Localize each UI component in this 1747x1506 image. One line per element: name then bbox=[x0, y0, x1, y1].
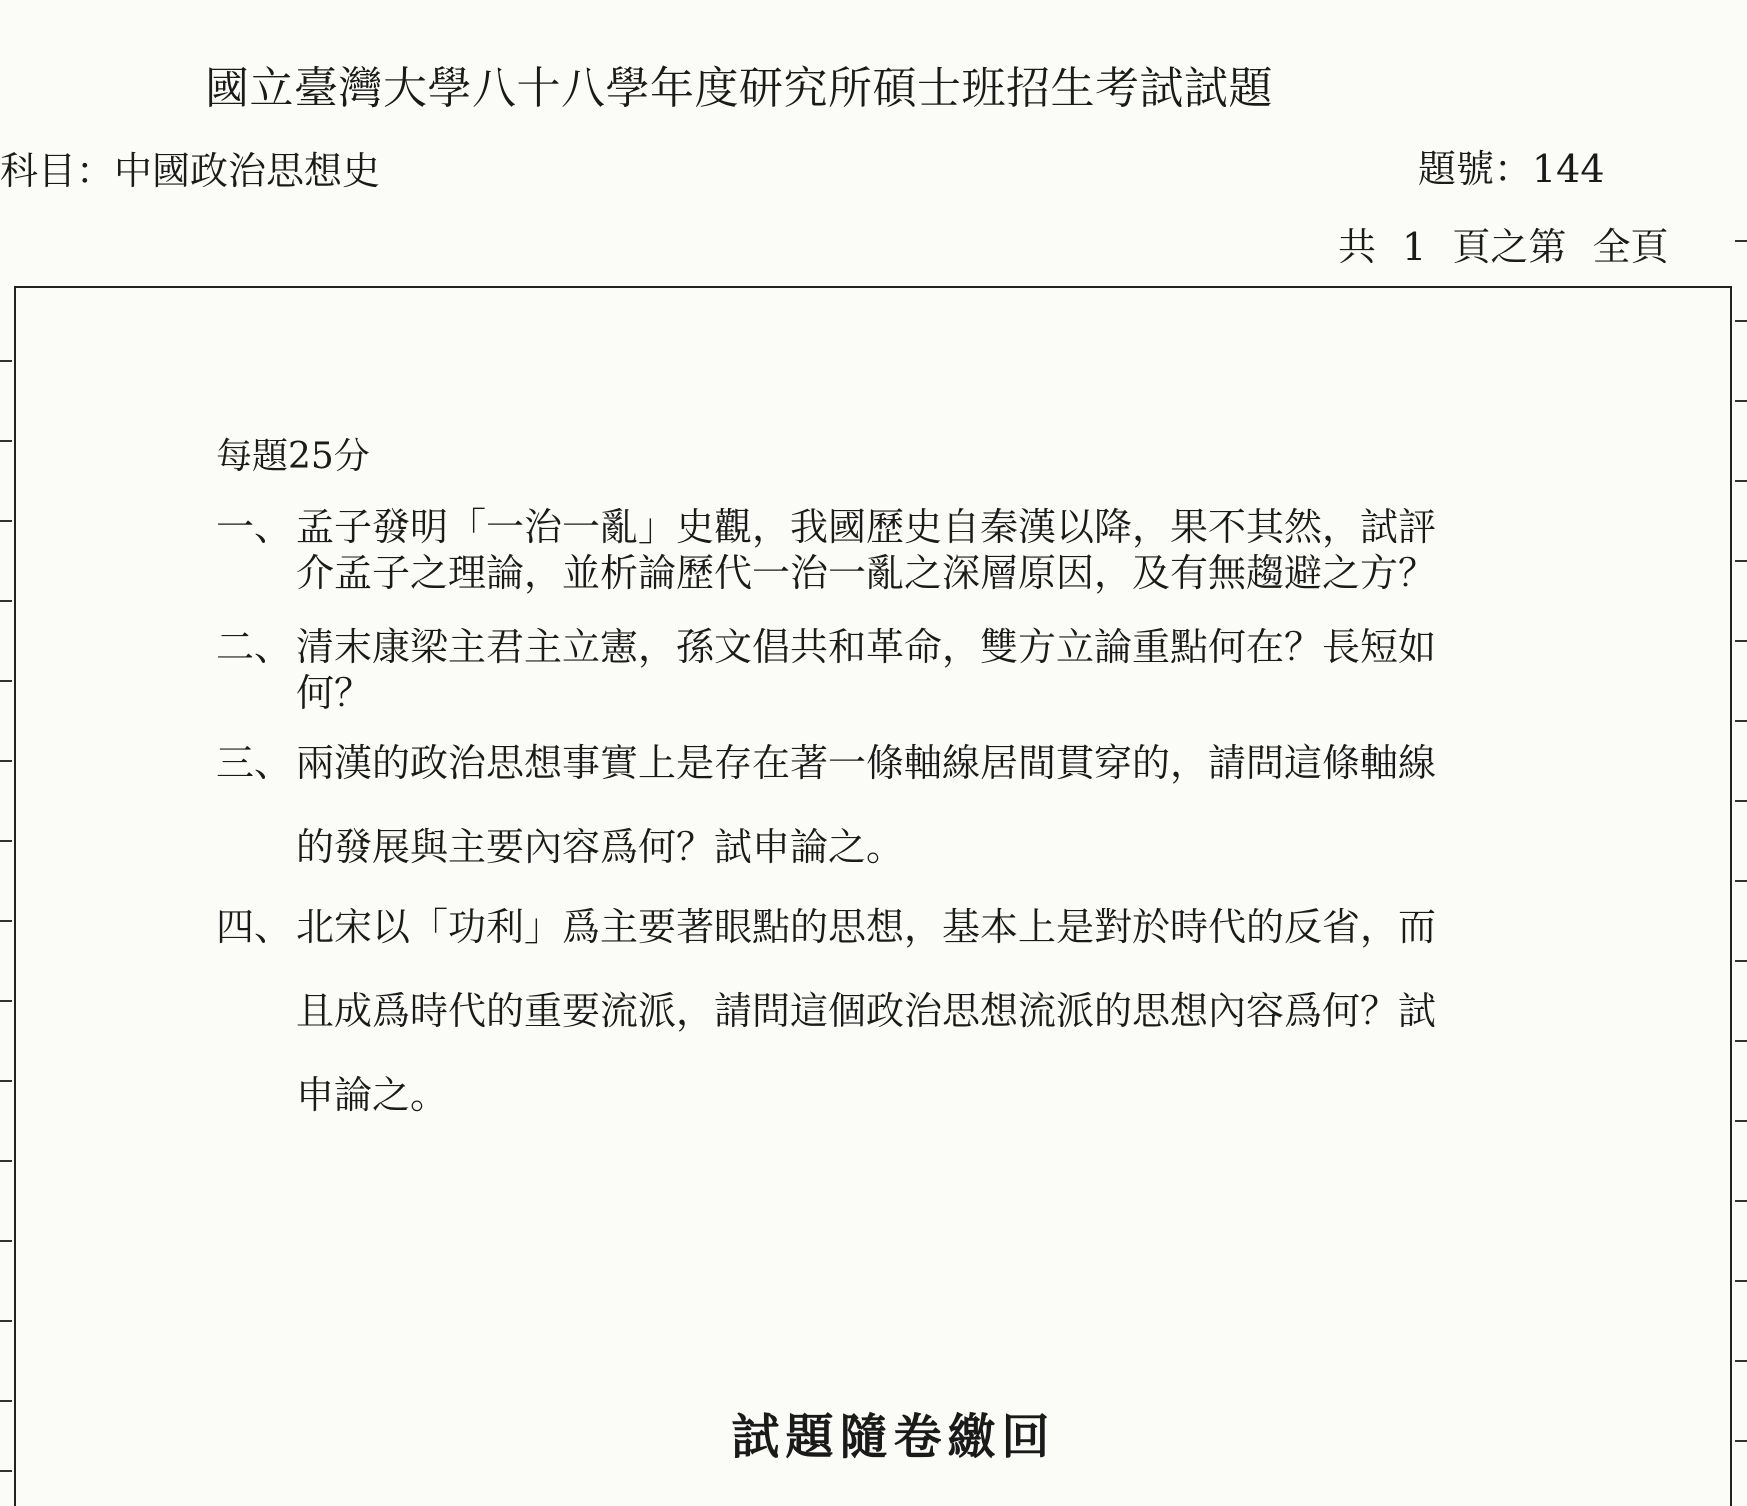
question-number-label: 一、 bbox=[216, 505, 293, 549]
question-text bbox=[296, 504, 1716, 596]
question-line: 清末康梁主君主立憲，孫文倡共和革命，雙方立論重點何在？長短如 bbox=[296, 625, 1437, 669]
page-info bbox=[1338, 216, 1677, 271]
question-text bbox=[296, 740, 1716, 908]
exam-title: 國立臺灣大學八十八學年度研究所碩士班招生考試試題 bbox=[205, 63, 1273, 114]
right-margin-ticks bbox=[1733, 240, 1747, 1486]
question-line: 介孟子之理論，並析論歷代一治一亂之深層原因，及有無趨避之方？ bbox=[296, 551, 1437, 595]
page-total: 1 bbox=[1402, 225, 1427, 269]
left-margin-ticks bbox=[0, 360, 14, 1486]
question-number: 題號：144 bbox=[1418, 147, 1605, 191]
question-line: 兩漢的政治思想事實上是存在著一條軸線居間貫穿的，請問這條軸線 bbox=[296, 741, 1437, 785]
question-number-label: 三、 bbox=[216, 741, 293, 785]
question-number-label: 二、 bbox=[216, 625, 293, 669]
question-text bbox=[296, 624, 1716, 716]
page-total-prefix: 共 bbox=[1338, 225, 1377, 269]
question-number-label: 四、 bbox=[216, 905, 293, 949]
question-line: 北宋以「功利」爲主要著眼點的思想，基本上是對於時代的反省，而 bbox=[296, 905, 1437, 949]
subject-label: 科目：中國政治思想史 bbox=[0, 149, 381, 193]
question-line: 的發展與主要內容爲何？試申論之。 bbox=[296, 825, 905, 869]
question-text bbox=[296, 904, 1716, 1156]
page-current: 全頁 bbox=[1592, 225, 1669, 269]
question-line: 孟子發明「一治一亂」史觀，我國歷史自秦漢以降，果不其然，試評 bbox=[296, 505, 1437, 549]
page-middle: 頁之第 bbox=[1452, 225, 1567, 269]
score-note: 每題25分 bbox=[216, 436, 370, 477]
question-line: 何？ bbox=[296, 671, 373, 715]
question-line: 申論之。 bbox=[296, 1073, 449, 1117]
question-line: 且成爲時代的重要流派，請問這個政治思想流派的思想內容爲何？試 bbox=[296, 989, 1437, 1033]
return-notice bbox=[0, 1398, 1747, 1467]
return-notice-text: 試題隨卷繳回 bbox=[731, 1409, 1056, 1465]
